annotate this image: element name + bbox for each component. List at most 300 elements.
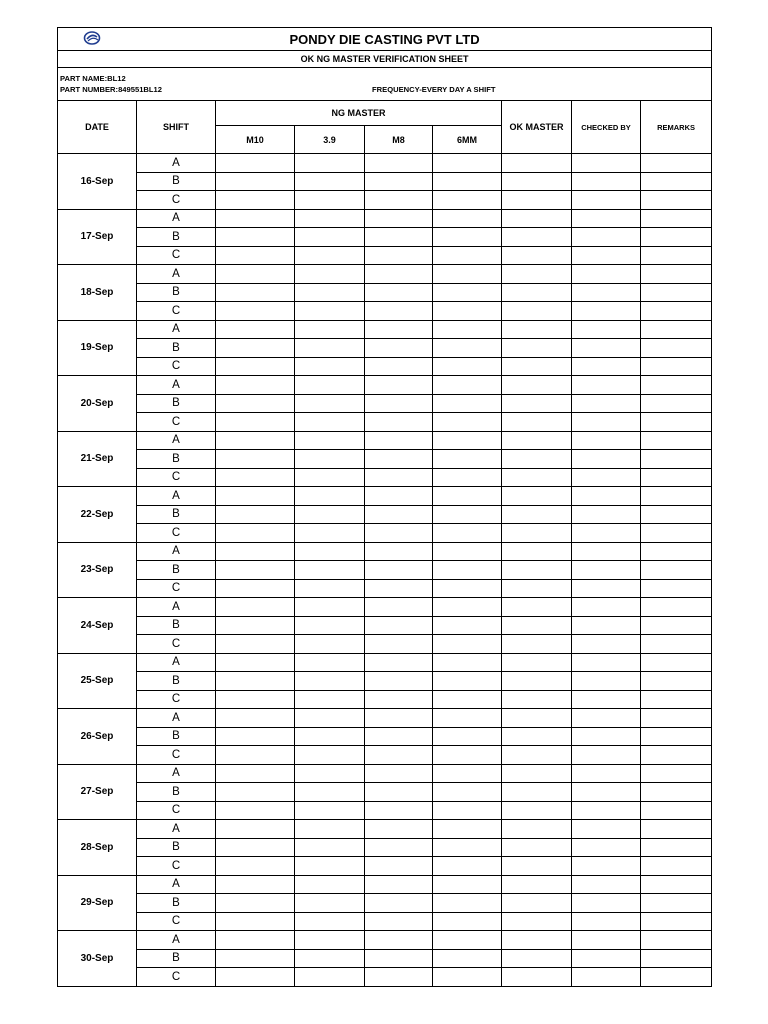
entry-cell[interactable]: [572, 857, 641, 876]
entry-cell[interactable]: [641, 561, 712, 580]
entry-cell[interactable]: [502, 265, 572, 284]
entry-cell[interactable]: [641, 487, 712, 506]
entry-cell[interactable]: [216, 598, 295, 617]
entry-cell[interactable]: [216, 468, 295, 487]
entry-cell[interactable]: [365, 339, 433, 358]
entry-cell[interactable]: [433, 246, 502, 265]
entry-cell[interactable]: [365, 487, 433, 506]
entry-cell[interactable]: [433, 949, 502, 968]
entry-cell[interactable]: [295, 487, 365, 506]
entry-cell[interactable]: [295, 320, 365, 339]
entry-cell[interactable]: [216, 431, 295, 450]
entry-cell[interactable]: [433, 801, 502, 820]
entry-cell[interactable]: [641, 727, 712, 746]
entry-cell[interactable]: [216, 394, 295, 413]
entry-cell[interactable]: [641, 820, 712, 839]
entry-cell[interactable]: [433, 635, 502, 654]
entry-cell[interactable]: [365, 838, 433, 857]
entry-cell[interactable]: [572, 912, 641, 931]
entry-cell[interactable]: [572, 894, 641, 913]
entry-cell[interactable]: [295, 450, 365, 469]
entry-cell[interactable]: [433, 209, 502, 228]
entry-cell[interactable]: [216, 172, 295, 191]
entry-cell[interactable]: [502, 246, 572, 265]
entry-cell[interactable]: [365, 783, 433, 802]
entry-cell[interactable]: [216, 783, 295, 802]
entry-cell[interactable]: [641, 265, 712, 284]
entry-cell[interactable]: [433, 505, 502, 524]
entry-cell[interactable]: [572, 542, 641, 561]
entry-cell[interactable]: [295, 894, 365, 913]
entry-cell[interactable]: [433, 820, 502, 839]
entry-cell[interactable]: [502, 801, 572, 820]
entry-cell[interactable]: [295, 968, 365, 987]
entry-cell[interactable]: [502, 376, 572, 395]
entry-cell[interactable]: [572, 672, 641, 691]
entry-cell[interactable]: [572, 209, 641, 228]
entry-cell[interactable]: [295, 764, 365, 783]
entry-cell[interactable]: [295, 505, 365, 524]
entry-cell[interactable]: [433, 764, 502, 783]
entry-cell[interactable]: [433, 154, 502, 173]
entry-cell[interactable]: [365, 690, 433, 709]
entry-cell[interactable]: [641, 394, 712, 413]
entry-cell[interactable]: [572, 413, 641, 432]
entry-cell[interactable]: [572, 598, 641, 617]
entry-cell[interactable]: [433, 894, 502, 913]
entry-cell[interactable]: [365, 801, 433, 820]
entry-cell[interactable]: [641, 912, 712, 931]
entry-cell[interactable]: [572, 838, 641, 857]
entry-cell[interactable]: [572, 690, 641, 709]
entry-cell[interactable]: [641, 302, 712, 321]
entry-cell[interactable]: [295, 265, 365, 284]
entry-cell[interactable]: [641, 283, 712, 302]
entry-cell[interactable]: [216, 579, 295, 598]
entry-cell[interactable]: [572, 524, 641, 543]
entry-cell[interactable]: [365, 154, 433, 173]
entry-cell[interactable]: [295, 672, 365, 691]
entry-cell[interactable]: [216, 931, 295, 950]
entry-cell[interactable]: [433, 413, 502, 432]
entry-cell[interactable]: [365, 820, 433, 839]
entry-cell[interactable]: [502, 857, 572, 876]
entry-cell[interactable]: [641, 542, 712, 561]
entry-cell[interactable]: [641, 598, 712, 617]
entry-cell[interactable]: [365, 875, 433, 894]
entry-cell[interactable]: [365, 746, 433, 765]
entry-cell[interactable]: [433, 265, 502, 284]
entry-cell[interactable]: [365, 450, 433, 469]
entry-cell[interactable]: [641, 209, 712, 228]
entry-cell[interactable]: [295, 302, 365, 321]
entry-cell[interactable]: [295, 949, 365, 968]
entry-cell[interactable]: [572, 487, 641, 506]
entry-cell[interactable]: [502, 949, 572, 968]
entry-cell[interactable]: [641, 931, 712, 950]
entry-cell[interactable]: [433, 172, 502, 191]
entry-cell[interactable]: [502, 431, 572, 450]
entry-cell[interactable]: [572, 875, 641, 894]
entry-cell[interactable]: [295, 783, 365, 802]
entry-cell[interactable]: [433, 968, 502, 987]
entry-cell[interactable]: [295, 154, 365, 173]
entry-cell[interactable]: [216, 746, 295, 765]
entry-cell[interactable]: [502, 838, 572, 857]
entry-cell[interactable]: [502, 487, 572, 506]
entry-cell[interactable]: [502, 394, 572, 413]
entry-cell[interactable]: [502, 524, 572, 543]
entry-cell[interactable]: [502, 283, 572, 302]
entry-cell[interactable]: [502, 413, 572, 432]
entry-cell[interactable]: [502, 450, 572, 469]
entry-cell[interactable]: [295, 727, 365, 746]
entry-cell[interactable]: [365, 302, 433, 321]
entry-cell[interactable]: [365, 228, 433, 247]
entry-cell[interactable]: [295, 653, 365, 672]
entry-cell[interactable]: [365, 542, 433, 561]
entry-cell[interactable]: [502, 357, 572, 376]
entry-cell[interactable]: [295, 209, 365, 228]
entry-cell[interactable]: [502, 931, 572, 950]
entry-cell[interactable]: [295, 542, 365, 561]
entry-cell[interactable]: [502, 505, 572, 524]
entry-cell[interactable]: [641, 616, 712, 635]
entry-cell[interactable]: [572, 820, 641, 839]
entry-cell[interactable]: [295, 431, 365, 450]
entry-cell[interactable]: [365, 579, 433, 598]
entry-cell[interactable]: [433, 727, 502, 746]
entry-cell[interactable]: [572, 191, 641, 210]
entry-cell[interactable]: [433, 376, 502, 395]
entry-cell[interactable]: [216, 542, 295, 561]
entry-cell[interactable]: [433, 690, 502, 709]
entry-cell[interactable]: [572, 394, 641, 413]
entry-cell[interactable]: [502, 820, 572, 839]
entry-cell[interactable]: [502, 154, 572, 173]
entry-cell[interactable]: [216, 838, 295, 857]
entry-cell[interactable]: [502, 191, 572, 210]
entry-cell[interactable]: [641, 579, 712, 598]
entry-cell[interactable]: [365, 394, 433, 413]
entry-cell[interactable]: [295, 561, 365, 580]
entry-cell[interactable]: [502, 302, 572, 321]
entry-cell[interactable]: [433, 931, 502, 950]
entry-cell[interactable]: [295, 709, 365, 728]
entry-cell[interactable]: [216, 339, 295, 358]
entry-cell[interactable]: [433, 450, 502, 469]
entry-cell[interactable]: [641, 228, 712, 247]
entry-cell[interactable]: [365, 320, 433, 339]
entry-cell[interactable]: [641, 746, 712, 765]
entry-cell[interactable]: [502, 561, 572, 580]
entry-cell[interactable]: [365, 653, 433, 672]
entry-cell[interactable]: [502, 672, 572, 691]
entry-cell[interactable]: [433, 357, 502, 376]
entry-cell[interactable]: [216, 616, 295, 635]
entry-cell[interactable]: [502, 894, 572, 913]
entry-cell[interactable]: [216, 727, 295, 746]
entry-cell[interactable]: [365, 912, 433, 931]
entry-cell[interactable]: [295, 857, 365, 876]
entry-cell[interactable]: [295, 394, 365, 413]
entry-cell[interactable]: [433, 746, 502, 765]
entry-cell[interactable]: [433, 320, 502, 339]
entry-cell[interactable]: [502, 912, 572, 931]
entry-cell[interactable]: [502, 598, 572, 617]
entry-cell[interactable]: [295, 413, 365, 432]
entry-cell[interactable]: [365, 413, 433, 432]
entry-cell[interactable]: [295, 598, 365, 617]
entry-cell[interactable]: [433, 912, 502, 931]
entry-cell[interactable]: [641, 838, 712, 857]
entry-cell[interactable]: [572, 653, 641, 672]
entry-cell[interactable]: [295, 912, 365, 931]
entry-cell[interactable]: [433, 875, 502, 894]
entry-cell[interactable]: [433, 339, 502, 358]
entry-cell[interactable]: [216, 209, 295, 228]
entry-cell[interactable]: [295, 283, 365, 302]
entry-cell[interactable]: [295, 820, 365, 839]
entry-cell[interactable]: [365, 616, 433, 635]
entry-cell[interactable]: [216, 820, 295, 839]
entry-cell[interactable]: [641, 246, 712, 265]
entry-cell[interactable]: [572, 579, 641, 598]
entry-cell[interactable]: [433, 191, 502, 210]
entry-cell[interactable]: [572, 283, 641, 302]
entry-cell[interactable]: [641, 468, 712, 487]
entry-cell[interactable]: [433, 598, 502, 617]
entry-cell[interactable]: [641, 857, 712, 876]
entry-cell[interactable]: [502, 764, 572, 783]
entry-cell[interactable]: [502, 468, 572, 487]
entry-cell[interactable]: [502, 875, 572, 894]
entry-cell[interactable]: [502, 727, 572, 746]
entry-cell[interactable]: [216, 357, 295, 376]
entry-cell[interactable]: [216, 376, 295, 395]
entry-cell[interactable]: [433, 487, 502, 506]
entry-cell[interactable]: [295, 746, 365, 765]
entry-cell[interactable]: [641, 524, 712, 543]
entry-cell[interactable]: [295, 172, 365, 191]
entry-cell[interactable]: [572, 783, 641, 802]
entry-cell[interactable]: [433, 857, 502, 876]
entry-cell[interactable]: [641, 653, 712, 672]
entry-cell[interactable]: [216, 690, 295, 709]
entry-cell[interactable]: [433, 616, 502, 635]
entry-cell[interactable]: [365, 376, 433, 395]
entry-cell[interactable]: [641, 154, 712, 173]
entry-cell[interactable]: [295, 357, 365, 376]
entry-cell[interactable]: [502, 709, 572, 728]
entry-cell[interactable]: [365, 172, 433, 191]
entry-cell[interactable]: [502, 320, 572, 339]
entry-cell[interactable]: [295, 690, 365, 709]
entry-cell[interactable]: [641, 450, 712, 469]
entry-cell[interactable]: [641, 764, 712, 783]
entry-cell[interactable]: [572, 505, 641, 524]
entry-cell[interactable]: [641, 949, 712, 968]
entry-cell[interactable]: [641, 875, 712, 894]
entry-cell[interactable]: [502, 209, 572, 228]
entry-cell[interactable]: [641, 339, 712, 358]
entry-cell[interactable]: [295, 339, 365, 358]
entry-cell[interactable]: [433, 783, 502, 802]
entry-cell[interactable]: [216, 801, 295, 820]
entry-cell[interactable]: [295, 246, 365, 265]
entry-cell[interactable]: [433, 561, 502, 580]
entry-cell[interactable]: [295, 875, 365, 894]
entry-cell[interactable]: [295, 524, 365, 543]
entry-cell[interactable]: [641, 376, 712, 395]
entry-cell[interactable]: [572, 801, 641, 820]
entry-cell[interactable]: [641, 505, 712, 524]
entry-cell[interactable]: [502, 746, 572, 765]
entry-cell[interactable]: [433, 709, 502, 728]
entry-cell[interactable]: [572, 616, 641, 635]
entry-cell[interactable]: [295, 468, 365, 487]
entry-cell[interactable]: [365, 968, 433, 987]
entry-cell[interactable]: [365, 931, 433, 950]
entry-cell[interactable]: [433, 653, 502, 672]
entry-cell[interactable]: [641, 690, 712, 709]
entry-cell[interactable]: [216, 302, 295, 321]
entry-cell[interactable]: [572, 450, 641, 469]
entry-cell[interactable]: [216, 875, 295, 894]
entry-cell[interactable]: [365, 265, 433, 284]
entry-cell[interactable]: [572, 968, 641, 987]
entry-cell[interactable]: [502, 542, 572, 561]
entry-cell[interactable]: [216, 561, 295, 580]
entry-cell[interactable]: [216, 320, 295, 339]
entry-cell[interactable]: [216, 672, 295, 691]
entry-cell[interactable]: [572, 931, 641, 950]
entry-cell[interactable]: [216, 246, 295, 265]
entry-cell[interactable]: [365, 635, 433, 654]
entry-cell[interactable]: [216, 154, 295, 173]
entry-cell[interactable]: [572, 746, 641, 765]
entry-cell[interactable]: [641, 357, 712, 376]
entry-cell[interactable]: [641, 968, 712, 987]
entry-cell[interactable]: [365, 949, 433, 968]
entry-cell[interactable]: [572, 635, 641, 654]
entry-cell[interactable]: [216, 912, 295, 931]
entry-cell[interactable]: [502, 690, 572, 709]
entry-cell[interactable]: [433, 431, 502, 450]
entry-cell[interactable]: [295, 228, 365, 247]
entry-cell[interactable]: [365, 468, 433, 487]
entry-cell[interactable]: [641, 635, 712, 654]
entry-cell[interactable]: [572, 431, 641, 450]
entry-cell[interactable]: [433, 838, 502, 857]
entry-cell[interactable]: [295, 635, 365, 654]
entry-cell[interactable]: [295, 579, 365, 598]
entry-cell[interactable]: [295, 801, 365, 820]
entry-cell[interactable]: [641, 413, 712, 432]
entry-cell[interactable]: [216, 635, 295, 654]
entry-cell[interactable]: [216, 191, 295, 210]
entry-cell[interactable]: [502, 228, 572, 247]
entry-cell[interactable]: [295, 616, 365, 635]
entry-cell[interactable]: [433, 579, 502, 598]
entry-cell[interactable]: [365, 764, 433, 783]
entry-cell[interactable]: [433, 302, 502, 321]
entry-cell[interactable]: [365, 357, 433, 376]
entry-cell[interactable]: [572, 949, 641, 968]
entry-cell[interactable]: [641, 709, 712, 728]
entry-cell[interactable]: [502, 635, 572, 654]
entry-cell[interactable]: [216, 228, 295, 247]
entry-cell[interactable]: [641, 191, 712, 210]
entry-cell[interactable]: [572, 561, 641, 580]
entry-cell[interactable]: [572, 468, 641, 487]
entry-cell[interactable]: [365, 505, 433, 524]
entry-cell[interactable]: [365, 894, 433, 913]
entry-cell[interactable]: [572, 154, 641, 173]
entry-cell[interactable]: [216, 450, 295, 469]
entry-cell[interactable]: [433, 524, 502, 543]
entry-cell[interactable]: [295, 376, 365, 395]
entry-cell[interactable]: [502, 339, 572, 358]
entry-cell[interactable]: [365, 598, 433, 617]
entry-cell[interactable]: [365, 209, 433, 228]
entry-cell[interactable]: [433, 283, 502, 302]
entry-cell[interactable]: [216, 764, 295, 783]
entry-cell[interactable]: [502, 783, 572, 802]
entry-cell[interactable]: [572, 709, 641, 728]
entry-cell[interactable]: [641, 320, 712, 339]
entry-cell[interactable]: [216, 413, 295, 432]
entry-cell[interactable]: [433, 542, 502, 561]
entry-cell[interactable]: [502, 579, 572, 598]
entry-cell[interactable]: [572, 320, 641, 339]
entry-cell[interactable]: [216, 283, 295, 302]
entry-cell[interactable]: [216, 857, 295, 876]
entry-cell[interactable]: [365, 672, 433, 691]
entry-cell[interactable]: [216, 524, 295, 543]
entry-cell[interactable]: [572, 357, 641, 376]
entry-cell[interactable]: [216, 894, 295, 913]
entry-cell[interactable]: [641, 172, 712, 191]
entry-cell[interactable]: [572, 246, 641, 265]
entry-cell[interactable]: [295, 191, 365, 210]
entry-cell[interactable]: [502, 653, 572, 672]
entry-cell[interactable]: [433, 672, 502, 691]
entry-cell[interactable]: [216, 487, 295, 506]
entry-cell[interactable]: [433, 394, 502, 413]
entry-cell[interactable]: [502, 616, 572, 635]
entry-cell[interactable]: [572, 228, 641, 247]
entry-cell[interactable]: [295, 931, 365, 950]
entry-cell[interactable]: [641, 672, 712, 691]
entry-cell[interactable]: [572, 727, 641, 746]
entry-cell[interactable]: [641, 801, 712, 820]
entry-cell[interactable]: [365, 431, 433, 450]
entry-cell[interactable]: [216, 968, 295, 987]
entry-cell[interactable]: [641, 894, 712, 913]
entry-cell[interactable]: [641, 783, 712, 802]
entry-cell[interactable]: [502, 968, 572, 987]
entry-cell[interactable]: [572, 376, 641, 395]
entry-cell[interactable]: [216, 949, 295, 968]
entry-cell[interactable]: [365, 709, 433, 728]
entry-cell[interactable]: [572, 265, 641, 284]
entry-cell[interactable]: [365, 561, 433, 580]
entry-cell[interactable]: [365, 191, 433, 210]
entry-cell[interactable]: [365, 727, 433, 746]
entry-cell[interactable]: [572, 764, 641, 783]
entry-cell[interactable]: [433, 468, 502, 487]
